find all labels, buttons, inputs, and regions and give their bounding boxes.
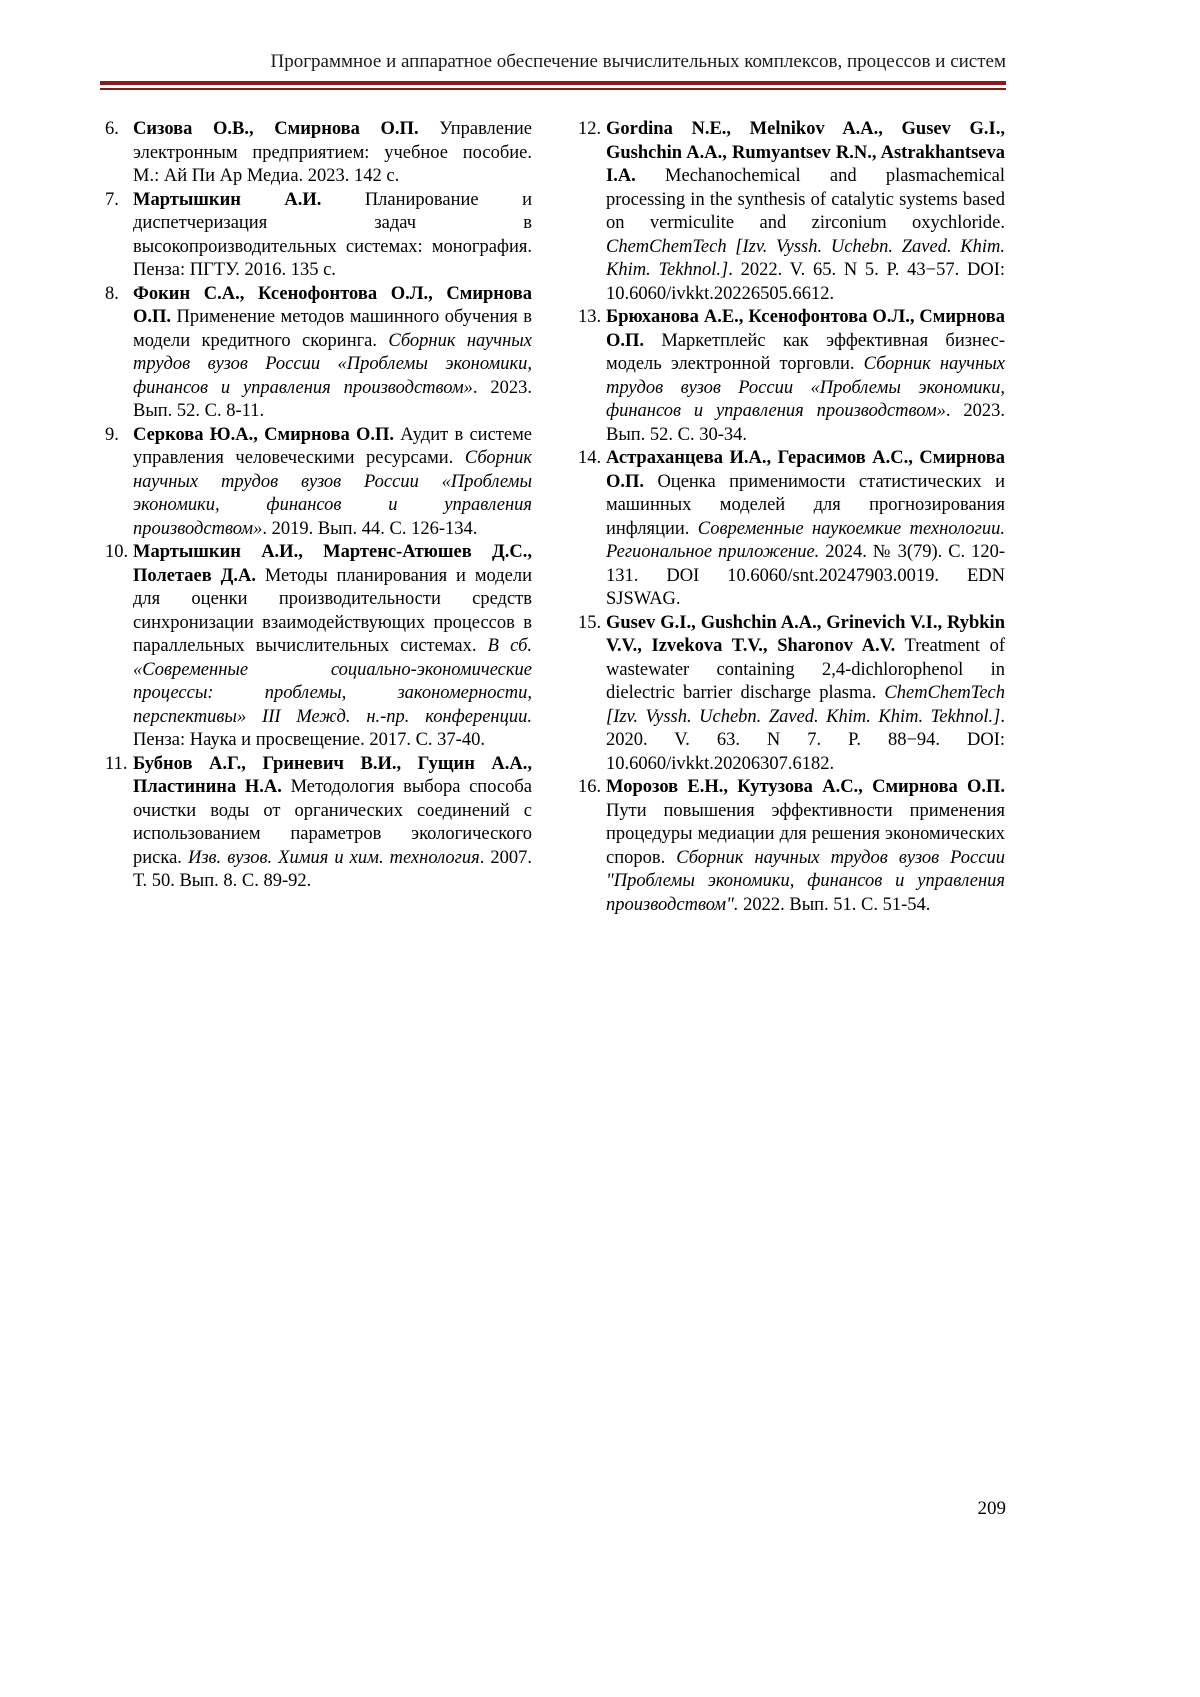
- references-section: [105, 118, 1005, 917]
- reference-text-normal: . 2023. Вып. 52. С. 8-11.: [133, 377, 533, 421]
- reference-text-italic: Сборник научных трудов вузов России "Проблемы экономики, финансов и управления производством".: [606, 847, 1005, 915]
- references-left-column: [105, 118, 532, 917]
- reference-text-italic: Сборник научных трудов вузов России «Проблемы экономики, финансов и управления производством»: [606, 354, 1005, 421]
- references-right-column: [578, 118, 1005, 917]
- page-header: [100, 50, 1006, 90]
- reference-text-normal: . 2019. Вып. 44. С. 126-134.: [262, 518, 478, 539]
- reference-text-bold: Сизова О.В., Смирнова О.П.: [133, 119, 419, 139]
- reference-text-normal: Оценка применимости статистических и машинных моделей для прогнозирования инфляции.: [606, 471, 1005, 539]
- reference-text-normal: . 2020. V. 63. N 7. P. 88−94. DOI: 10.6060/ivkkt.20206307.6182.: [606, 706, 1005, 774]
- header-rule-thin: [100, 88, 1006, 90]
- reference-text-normal: . 2022. V. 65. N 5. P. 43−57. DOI: 10.6060/ivkkt.20226505.6612.: [606, 260, 1005, 304]
- reference-item: [578, 447, 1005, 612]
- reference-text-normal: Методология выбора способа очистки воды от органических соединений с использованием параметров экологического риска.: [133, 777, 532, 868]
- reference-text-bold: Бубнов А.Г., Гриневич В.И., Гущин А.А., Пластинина Н.А.: [133, 753, 532, 797]
- reference-text-italic: В сб. «Современные социально-экономические процессы: проблемы, закономерности, перспективы» III Межд. н.-пр. конференции.: [133, 636, 533, 727]
- reference-text-bold: Астраханцева И.А., Герасимов А.С., Смирнова О.П.: [606, 448, 1005, 492]
- reference-text-italic: Сборник научных трудов вузов России «Проблемы экономики, финансов и управления производством»: [133, 330, 532, 398]
- reference-item: [578, 612, 1005, 777]
- reference-number: 10.: [105, 542, 129, 562]
- reference-item: [105, 424, 532, 542]
- reference-item: [578, 306, 1005, 447]
- reference-text-normal: . 2023. Вып. 52. С. 30-34.: [606, 401, 1006, 445]
- reference-text-bold: Мартышкин А.И.: [133, 189, 322, 210]
- reference-text-bold: Брюханова А.Е., Ксенофонтова О.Л., Смирнова О.П.: [606, 307, 1005, 351]
- reference-item: [578, 118, 1005, 306]
- reference-text-normal: Mechanochemical and plasmachemical processing in the synthesis of catalytic systems based on vermiculite and zirconium oxychloride.: [606, 166, 1005, 233]
- reference-number: 7.: [105, 189, 119, 210]
- reference-text-normal: Маркетплейс как эффективная бизнес-модель электронной торговли.: [606, 330, 1005, 374]
- reference-text-normal: Treatment of wastewater containing 2,4-dichlorophenol in dielectric barrier discharge plasma.: [606, 636, 1005, 703]
- reference-item: [105, 283, 532, 424]
- reference-number: 8.: [105, 283, 119, 304]
- reference-number: 9.: [105, 424, 119, 445]
- reference-text-normal: . 2007. Т. 50. Вып. 8. С. 89-92.: [133, 847, 533, 891]
- reference-text-normal: Пенза: Наука и просвещение. 2017. С. 37-40.: [133, 730, 485, 750]
- reference-number: 13.: [578, 307, 602, 327]
- reference-text-bold: Морозов Е.Н., Кутузова А.С., Смирнова О.П.: [606, 777, 1005, 797]
- reference-text-normal: Методы планирования и модели для оценки производительности средств синхронизации взаимодействующих процессов в параллельных вычислительных системах.: [133, 565, 532, 656]
- reference-number: 16.: [578, 777, 602, 797]
- reference-item: [105, 541, 532, 753]
- reference-text-italic: Изв. вузов. Химия и хим. технология: [187, 847, 480, 868]
- reference-text-italic: ChemChemTech [Izv. Vyssh. Uchebn. Zaved. Khim. Khim. Tekhnol.]: [606, 236, 1005, 280]
- reference-text-normal: Управление электронным предприятием: учебное пособие. М.: Ай Пи Ар Медиа. 2023. 142 с.: [133, 119, 533, 186]
- reference-text-normal: Применение методов машинного обучения в модели кредитного скоринга.: [133, 307, 532, 351]
- reference-text-italic: Сборник научных трудов вузов России «Проблемы экономики, финансов и управления производством»: [133, 448, 532, 539]
- reference-item: [105, 189, 532, 283]
- reference-item: [105, 118, 532, 189]
- reference-text-bold: Gusev G.I., Gushchin A.A., Grinevich V.I., Rybkin V.V., Izvekova T.V., Sharonov A.V.: [606, 612, 1005, 656]
- reference-text-normal: 2024. № 3(79). С. 120-131. DOI 10.6060/snt.20247903.0019. EDN SJSWAG.: [606, 542, 1005, 609]
- reference-item: [105, 753, 532, 894]
- reference-text-italic: ChemChemTech [Izv. Vyssh. Uchebn. Zaved. Khim. Khim. Tekhnol.]: [606, 683, 1005, 727]
- reference-text-bold: Мартышкин А.И., Мартенс-Атюшев Д.С., Полетаев Д.А.: [133, 542, 532, 586]
- reference-text-italic: Современные наукоемкие технологии. Региональное приложение.: [606, 518, 1005, 562]
- reference-text-normal: Пути повышения эффективности применения процедуры медиации для решения экономических споров.: [606, 800, 1005, 868]
- reference-number: 15.: [578, 612, 602, 633]
- reference-text-bold: Серкова Ю.А., Смирнова О.П.: [133, 424, 395, 445]
- reference-number: 6.: [105, 119, 119, 139]
- reference-number: 11.: [105, 753, 128, 774]
- header-rule-thick: [100, 81, 1006, 85]
- reference-text-normal: 2022. Вып. 51. С. 51-54.: [738, 894, 931, 915]
- reference-text-bold: Gordina N.E., Melnikov A.A., Gusev G.I., Gushchin A.A., Rumyantsev R.N., Astrakhantseva I.A.: [606, 119, 1005, 186]
- page-number: 209: [977, 1498, 1006, 1519]
- reference-item: [578, 776, 1005, 917]
- reference-number: 12.: [578, 119, 602, 139]
- reference-text-bold: Фокин С.А., Ксенофонтова О.Л., Смирнова О.П.: [133, 283, 532, 327]
- running-head-title: Программное и аппаратное обеспечение вычислительных комплексов, процессов и систем: [270, 51, 1006, 72]
- reference-text-normal: Планирование и диспетчеризация задач в высокопроизводительных системах: монография. Пенза: ПГТУ. 2016. 135 с.: [133, 189, 533, 280]
- reference-number: 14.: [578, 448, 602, 468]
- reference-text-normal: Аудит в системе управления человеческими ресурсами.: [133, 424, 532, 468]
